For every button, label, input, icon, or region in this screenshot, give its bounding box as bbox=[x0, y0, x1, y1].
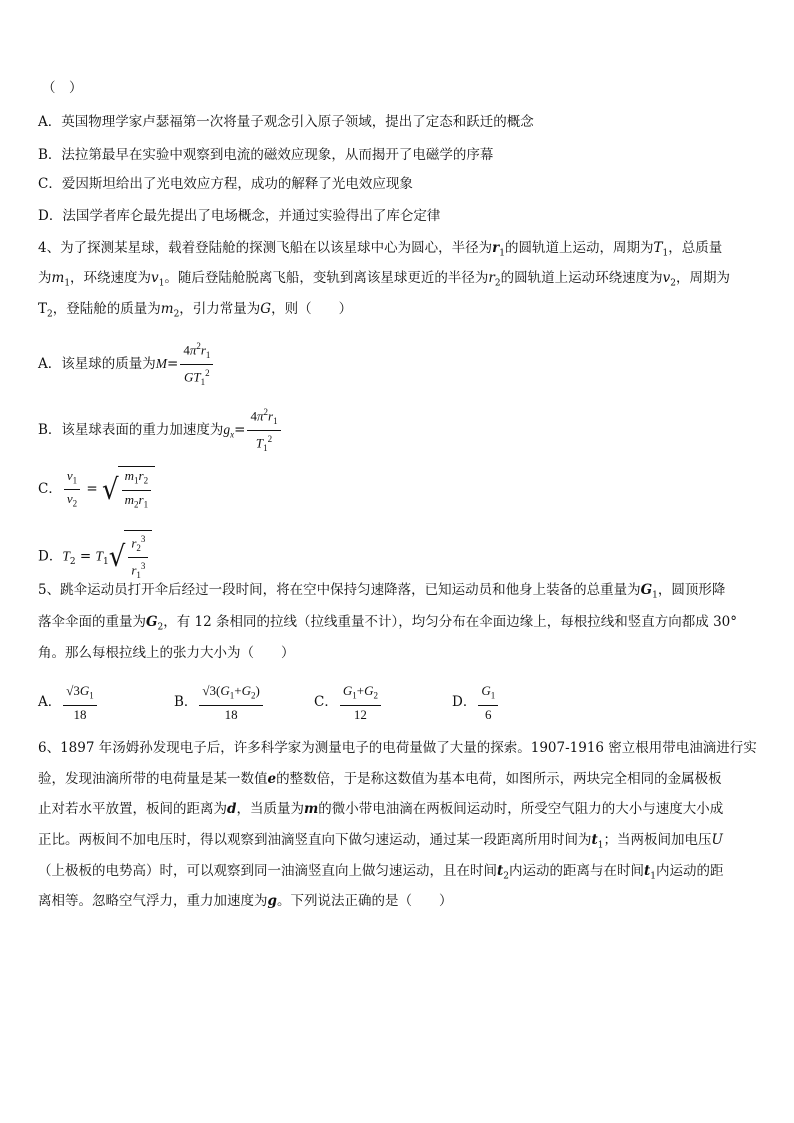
q3-answer-paren: （ ） bbox=[42, 80, 83, 96]
q6-stem-line-5: （上极板的电势高）时，可以观察到同一油滴竖直向上做匀速运动，且在时间$t_2$内运动的距离与在时间$t_1$内运动的距 bbox=[38, 863, 724, 882]
q4-option-c: C． $\frac{v_1}{v_2}$ = √ $\frac{m_1r_2}{m_2r_1}$ bbox=[38, 466, 155, 513]
q4-option-b: B．该星球表面的重力加速度为$g_x=$ $\frac{4\pi^2r_1}{T_1^2}$ bbox=[38, 404, 283, 457]
q3-option-d: D．法国学者库仑最先提出了电场概念，并通过实验得出了库仑定律 bbox=[38, 208, 441, 224]
q6-stem-line-1: 6、1897 年汤姆孙发现电子后，许多科学家为测量电子的电荷量做了大量的探索。1907-1916 密立根用带电油滴进行实 bbox=[38, 740, 757, 756]
q3-option-a: A．英国物理学家卢瑟福第一次将量子观念引入原子领域，提出了定态和跃迁的概念 bbox=[38, 114, 534, 130]
q5-stem-line-1: 5、跳伞运动员打开伞后经过一段时间，将在空中保持匀速降落，已知运动员和他身上装备的总重量为$G_1$，圆顶形降 bbox=[38, 582, 726, 601]
q4-stem-line-2: 为$m_1$，环绕速度为$v_1$。随后登陆舱脱离飞船，变轨到离该星球更近的半径为$r_2$的圆轨道上运动环绕速度为$v_2$，周期为 bbox=[38, 270, 730, 289]
q4-b-formula: $\frac{4\pi^2r_1}{T_1^2}$ bbox=[247, 404, 280, 457]
q6-stem-line-4: 正比。两板间不加电压时，得以观察到油滴竖直向下做匀速运动，通过某一段距离所用时间为$t_1$；当两板间加电压U bbox=[38, 832, 723, 851]
q4-c-formula: $\frac{v_1}{v_2}$ bbox=[64, 467, 80, 513]
q3-option-b: B．法拉第最早在实验中观察到电流的磁效应现象，从而揭开了电磁学的序幕 bbox=[38, 147, 494, 163]
q5-option-b: B． $\frac{√3(G_1+G_2)}{18}$ bbox=[174, 682, 265, 723]
q6-stem-line-3: 止对若水平放置，板间的距离为d，当质量为m的微小带电油滴在两板间运动时，所受空气阻力的大小与速度大小成 bbox=[38, 801, 724, 817]
q4-option-d: D．$T_2 = T_1$ √ $\frac{r_2^3}{r_1^3}$ bbox=[38, 530, 152, 584]
q5-d-formula: $\frac{G_1}{6}$ bbox=[478, 682, 498, 723]
q4-a-formula: $\frac{4\pi^2r_1}{GT_1^2}$ bbox=[180, 338, 213, 391]
q6-stem-line-6: 离相等。忽略空气浮力，重力加速度为g。下列说法正确的是（ ） bbox=[38, 893, 453, 909]
q5-c-formula: $\frac{G_1+G_2}{12}$ bbox=[340, 682, 381, 723]
q5-stem-line-3: 角。那么每根拉线上的张力大小为（ ） bbox=[38, 645, 295, 661]
q5-a-formula: $\frac{√3G_1}{18}$ bbox=[63, 682, 97, 723]
q6-stem-line-2: 验，发现油滴所带的电荷量是某一数值e的整数倍，于是称这数值为基本电荷，如图所示，两块完全相同的金属极板 bbox=[38, 771, 722, 787]
q4-stem-line-1: 4、为了探测某星球，载着登陆舱的探测飞船在以该星球中心为圆心，半径为$r_1$的圆轨道上运动，周期为$T_1$，总质量 bbox=[38, 240, 723, 259]
q5-b-formula: $\frac{√3(G_1+G_2)}{18}$ bbox=[199, 682, 262, 723]
q4-d-formula: √ $\frac{r_2^3}{r_1^3}$ bbox=[109, 530, 153, 584]
q4-option-a: A．该星球的质量为M= $\frac{4\pi^2r_1}{GT_1^2}$ bbox=[38, 338, 215, 391]
q5-option-c: C． $\frac{G_1+G_2}{12}$ bbox=[314, 682, 383, 723]
q3-option-c: C．爱因斯坦给出了光电效应方程，成功的解释了光电效应现象 bbox=[38, 176, 413, 192]
q4-stem-line-3: $T_2$，登陆舱的质量为$m_2$，引力常量为G，则（ ） bbox=[38, 301, 353, 320]
q5-option-d: D． $\frac{G_1}{6}$ bbox=[452, 682, 500, 723]
q5-stem-line-2: 落伞伞面的重量为$G_2$，有 12 条相同的拉线（拉线重量不计），均匀分布在伞面边缘上，每根拉线和竖直方向都成 30° bbox=[38, 614, 737, 633]
q5-option-a: A． $\frac{√3G_1}{18}$ bbox=[38, 682, 99, 723]
